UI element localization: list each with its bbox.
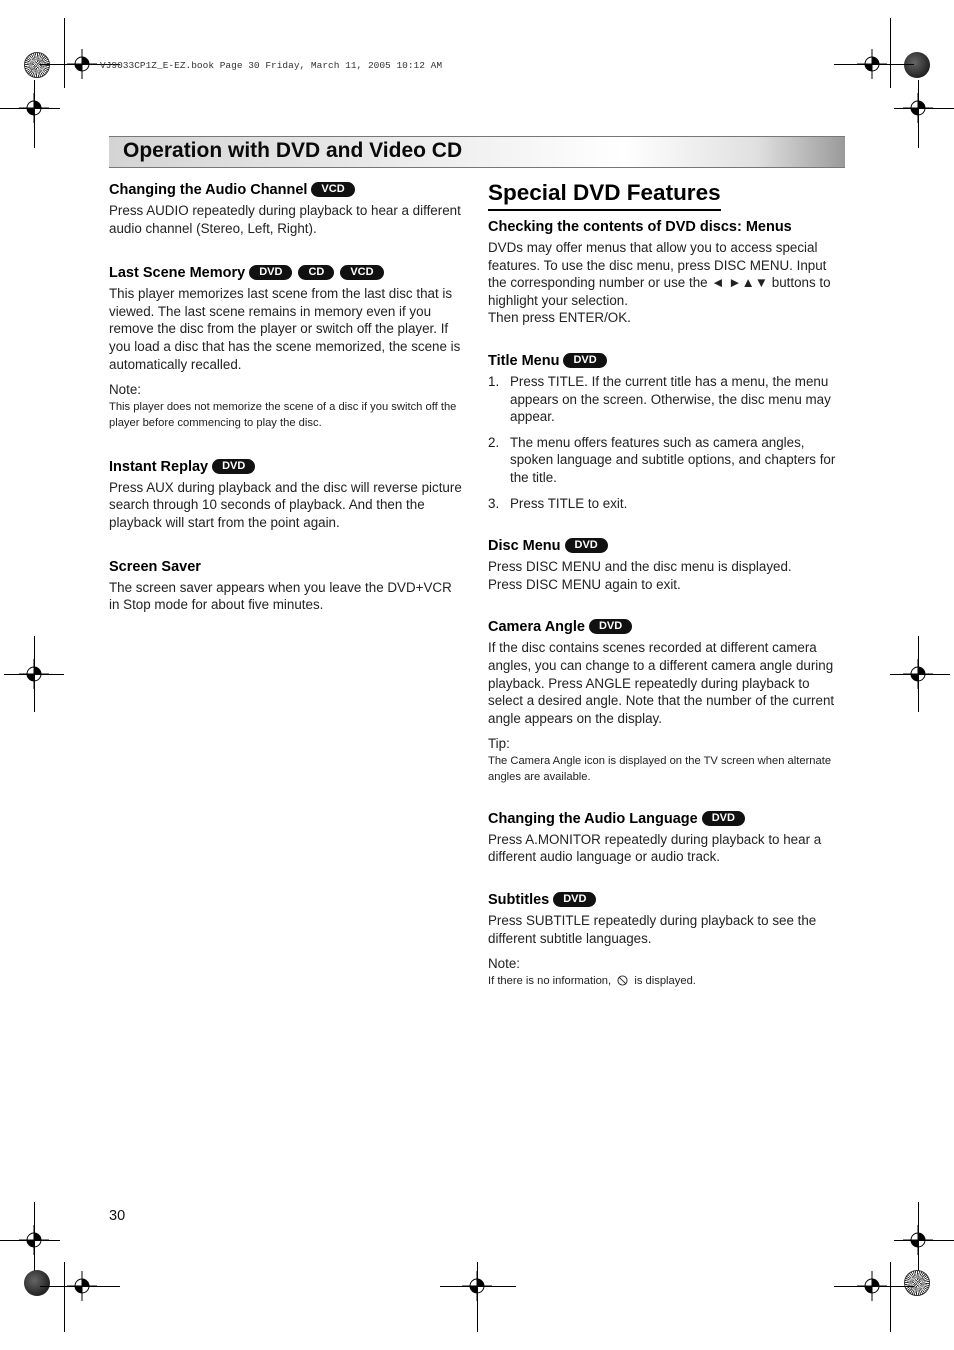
crosshair-icon xyxy=(462,1271,492,1301)
section-screen-saver xyxy=(109,557,465,614)
badge-dvd: DVD xyxy=(702,811,745,826)
note-text-before: If there is no information, xyxy=(488,974,612,987)
step-number: 3. xyxy=(488,495,500,511)
note-subtitles xyxy=(488,973,844,989)
crosshair-icon xyxy=(857,1271,887,1301)
heading-audio-language: Changing the Audio Language xyxy=(488,810,698,827)
list-item xyxy=(488,434,844,487)
section-instant-replay xyxy=(109,457,465,532)
list-item xyxy=(488,373,844,426)
body-instant-replay: Press AUX during playback and the disc will reverse picture search through 10 seconds of playback. And then the playback will start from the point again. xyxy=(109,479,462,530)
badge-dvd: DVD xyxy=(565,538,608,553)
section-camera-angle xyxy=(488,617,844,785)
right-column xyxy=(488,178,844,989)
body-menus: DVDs may offer menus that allow you to access special features. To use the disc menu, press DISC MENU. Input the corresponding number or use the ◄ ►▲▼ buttons to highlight your selection. xyxy=(488,240,831,308)
heading-screen-saver: Screen Saver xyxy=(109,558,201,575)
heading-last-scene: Last Scene Memory xyxy=(109,265,246,282)
badge-vcd: VCD xyxy=(340,265,383,280)
body-audio-channel: Press AUDIO repeatedly during playback to hear a different audio channel (Stereo, Left, Right). xyxy=(109,203,461,236)
note-text-after: is displayed. xyxy=(634,974,696,987)
badge-cd: CD xyxy=(298,265,334,280)
badge-dvd: DVD xyxy=(212,459,255,474)
note-last-scene: This player does not memorize the scene of a disc if you switch off the player before commencing to play the disc. xyxy=(109,400,457,429)
section-audio-language xyxy=(488,809,844,866)
crosshair-icon xyxy=(19,659,49,689)
section-last-scene xyxy=(109,263,465,431)
crosshair-icon xyxy=(19,93,49,123)
crosshair-icon xyxy=(19,1225,49,1255)
registration-disc-icon xyxy=(904,1270,930,1296)
body-disc-menu-exit: Press DISC MENU again to exit. xyxy=(488,576,681,592)
section-title: Special DVD Features xyxy=(488,178,721,211)
badge-dvd: DVD xyxy=(563,353,606,368)
heading-camera-angle: Camera Angle xyxy=(488,619,585,636)
crosshair-icon xyxy=(67,49,97,79)
tip-camera-angle: The Camera Angle icon is displayed on the TV screen when alternate angles are available. xyxy=(488,754,832,783)
badge-dvd: DVD xyxy=(553,892,596,907)
section-subtitles xyxy=(488,890,844,989)
badge-dvd: DVD xyxy=(249,265,292,280)
chapter-banner xyxy=(109,136,845,168)
step-text: The menu offers features such as camera angles, spoken language and subtitle options, and chapters for the title. xyxy=(510,434,836,485)
step-text: Press TITLE to exit. xyxy=(510,495,628,511)
heading-menus: Checking the contents of DVD discs: Menus xyxy=(488,219,792,235)
left-column xyxy=(109,180,465,614)
tip-label: Tip: xyxy=(488,736,510,752)
list-item xyxy=(488,495,844,513)
crosshair-icon xyxy=(903,1225,933,1255)
section-audio-channel xyxy=(109,180,465,237)
prohibited-icon xyxy=(617,975,628,986)
body-disc-menu: Press DISC MENU and the disc menu is displayed. xyxy=(488,559,792,575)
heading-title-menu: Title Menu xyxy=(488,352,560,369)
crosshair-icon xyxy=(67,1271,97,1301)
section-title-menu xyxy=(488,351,844,512)
body-last-scene: This player memorizes last scene from the last disc that is viewed. The last scene remains in memory even if you remove the disc from the player or switch off the player. If you load a disc that has the scene memorized, the scene is automatically recalled. xyxy=(109,286,461,372)
body-screen-saver: The screen saver appears when you leave the DVD+VCR in Stop mode for about five minutes. xyxy=(109,579,452,613)
crosshair-icon xyxy=(903,659,933,689)
registration-disc-icon xyxy=(24,52,50,78)
crosshair-icon xyxy=(903,93,933,123)
badge-dvd: DVD xyxy=(589,619,632,634)
page-number: 30 xyxy=(109,1208,126,1224)
heading-disc-menu: Disc Menu xyxy=(488,538,561,555)
body-audio-language: Press A.MONITOR repeatedly during playback to hear a different audio language or audio track. xyxy=(488,831,822,865)
heading-subtitles: Subtitles xyxy=(488,892,550,909)
registration-disc-icon xyxy=(904,52,930,78)
chapter-title: Operation with DVD and Video CD xyxy=(123,139,463,162)
body-subtitles: Press SUBTITLE repeatedly during playback to see the different subtitle languages. xyxy=(488,913,817,946)
heading-audio-channel: Changing the Audio Channel xyxy=(109,182,308,198)
registration-disc-icon xyxy=(24,1270,50,1296)
step-text: Press TITLE. If the current title has a menu, the menu appears on the screen. Otherwise, the disc menu may appear. xyxy=(510,373,831,425)
section-menus xyxy=(488,217,844,327)
badge-vcd: VCD xyxy=(311,182,354,197)
heading-instant-replay: Instant Replay xyxy=(109,458,209,475)
body-camera-angle: If the disc contains scenes recorded at different camera angles, you can change to a different camera angle during playback. Press ANGLE repeatedly during playback to select a desired angle. Note that the number of the current angle appears on the display. xyxy=(488,640,835,726)
crosshair-icon xyxy=(857,49,887,79)
step-number: 2. xyxy=(488,434,500,450)
step-number: 1. xyxy=(488,373,500,389)
body-menus-enter: Then press ENTER/OK. xyxy=(488,310,631,326)
note-label: Note: xyxy=(488,956,521,972)
note-label: Note: xyxy=(109,382,142,398)
section-disc-menu xyxy=(488,536,844,593)
file-header: VJ9033CP1Z_E-EZ.book Page 30 Friday, March 11, 2005 10:12 AM xyxy=(100,60,443,71)
